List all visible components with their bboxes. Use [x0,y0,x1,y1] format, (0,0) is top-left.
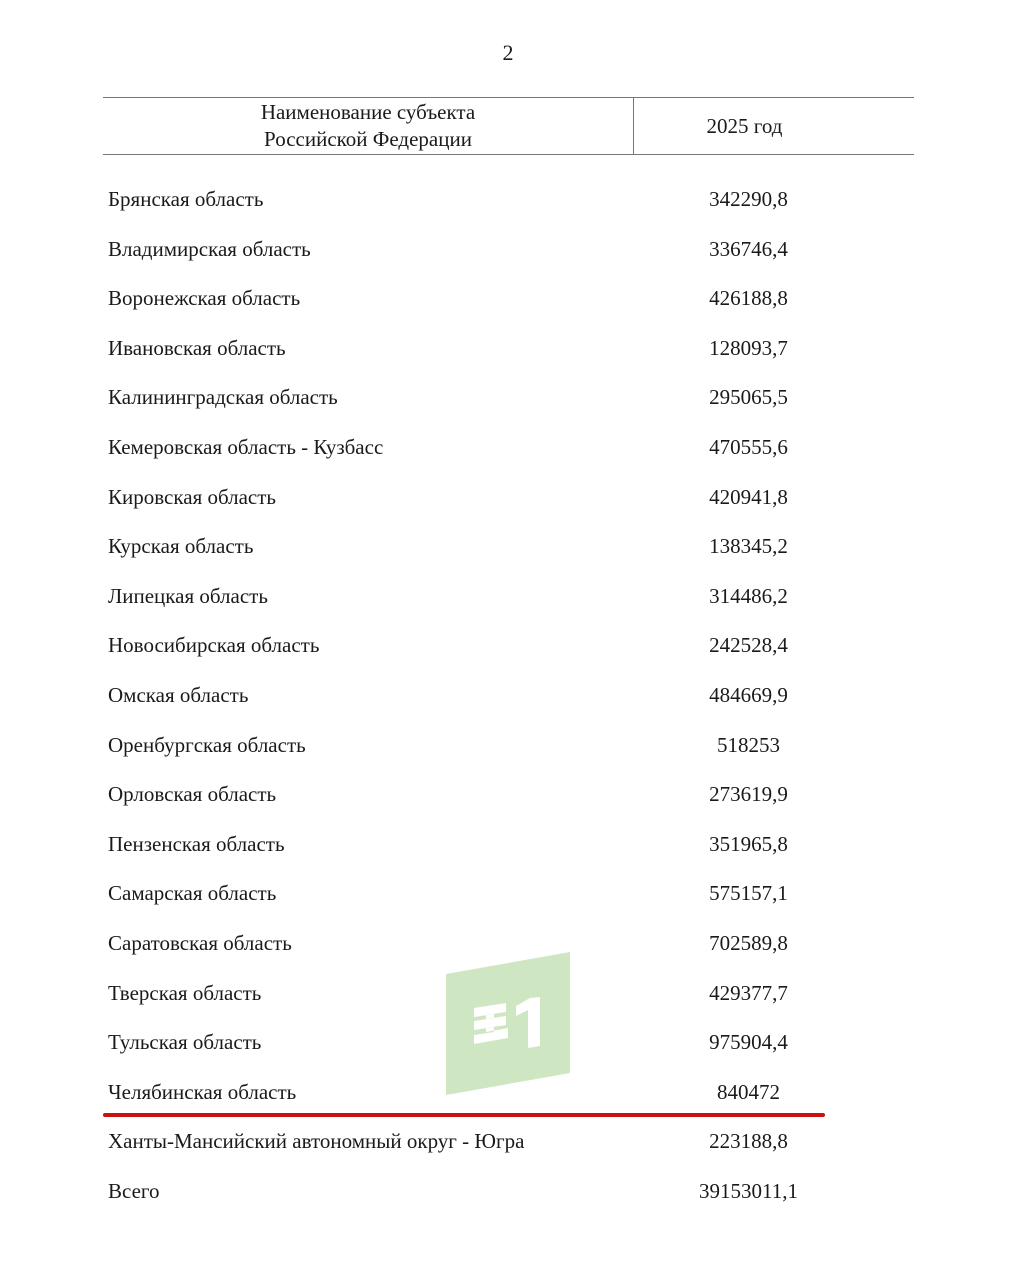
table-row [108,473,908,523]
header-subject-name-line2: Российской Федерации [264,127,472,151]
region-name: Ивановская область [108,335,286,360]
table-row [108,721,908,771]
table-row [108,770,908,820]
region-name: Тульская область [108,1030,262,1055]
region-value: 518253 [717,732,780,757]
table-row [108,522,908,572]
region-name: Калининградская область [108,385,338,410]
table-row [108,869,908,919]
region-name: Пензенская область [108,831,285,856]
table-row [108,324,908,374]
region-name: Кировская область [108,484,277,509]
region-value: 138345,2 [709,534,788,559]
outlet-logo-74-icon [446,952,570,1095]
region-name: Кемеровская область - Кузбасс [108,434,384,459]
table-row [108,423,908,473]
total-value: 39153011,1 [699,1178,798,1203]
region-name: Самарская область [108,881,277,906]
region-name: Тверская область [108,980,262,1005]
region-value: 429377,7 [709,980,788,1005]
table-row-total [108,1167,908,1217]
region-value: 840472 [717,1079,780,1104]
region-value: 273619,9 [709,782,788,807]
region-value: 242528,4 [709,633,788,658]
highlight-underline [103,1113,825,1117]
region-value: 351965,8 [709,831,788,856]
region-value: 575157,1 [709,881,788,906]
region-value: 470555,6 [709,434,788,459]
table-row [108,1117,908,1167]
region-value: 295065,5 [709,385,788,410]
table-row [108,175,908,225]
table-row [108,621,908,671]
table-row [108,373,908,423]
region-value: 223188,8 [709,1129,788,1154]
table-row [108,572,908,622]
table-header [103,97,914,155]
region-value: 484669,9 [709,682,788,707]
region-value: 336746,4 [709,236,788,261]
region-name: Ханты-Мансийский автономный округ - Югра [108,1129,525,1154]
region-value: 342290,8 [709,187,788,211]
region-name: Челябинская область [108,1079,297,1104]
region-value: 426188,8 [709,286,788,311]
header-subject-name-line1: Наименование субъекта [260,100,476,124]
table-row [108,820,908,870]
region-value: 975904,4 [709,1030,788,1055]
table-row [108,225,908,275]
region-name: Воронежская область [108,286,301,311]
region-value: 128093,7 [709,335,788,360]
region-name: Оренбургская область [108,732,306,757]
region-value: 420941,8 [709,484,788,509]
region-name: Липецкая область [108,583,268,608]
table-row [108,274,908,324]
region-name: Саратовская область [108,930,292,955]
header-subject-name [103,98,634,154]
region-name: Орловская область [108,782,277,807]
region-name: Новосибирская область [108,633,320,658]
region-value: 702589,8 [709,930,788,955]
region-value: 314486,2 [709,583,788,608]
region-name: Брянская область [108,187,264,211]
region-name: Владимирская область [108,236,311,261]
total-label: Всего [108,1178,160,1203]
watermark-background [446,952,570,1095]
header-year: 2025 год [706,113,783,138]
region-name: Омская область [108,682,249,707]
region-name: Курская область [108,534,254,559]
page-number: 2 [502,40,514,65]
table-row [108,671,908,721]
